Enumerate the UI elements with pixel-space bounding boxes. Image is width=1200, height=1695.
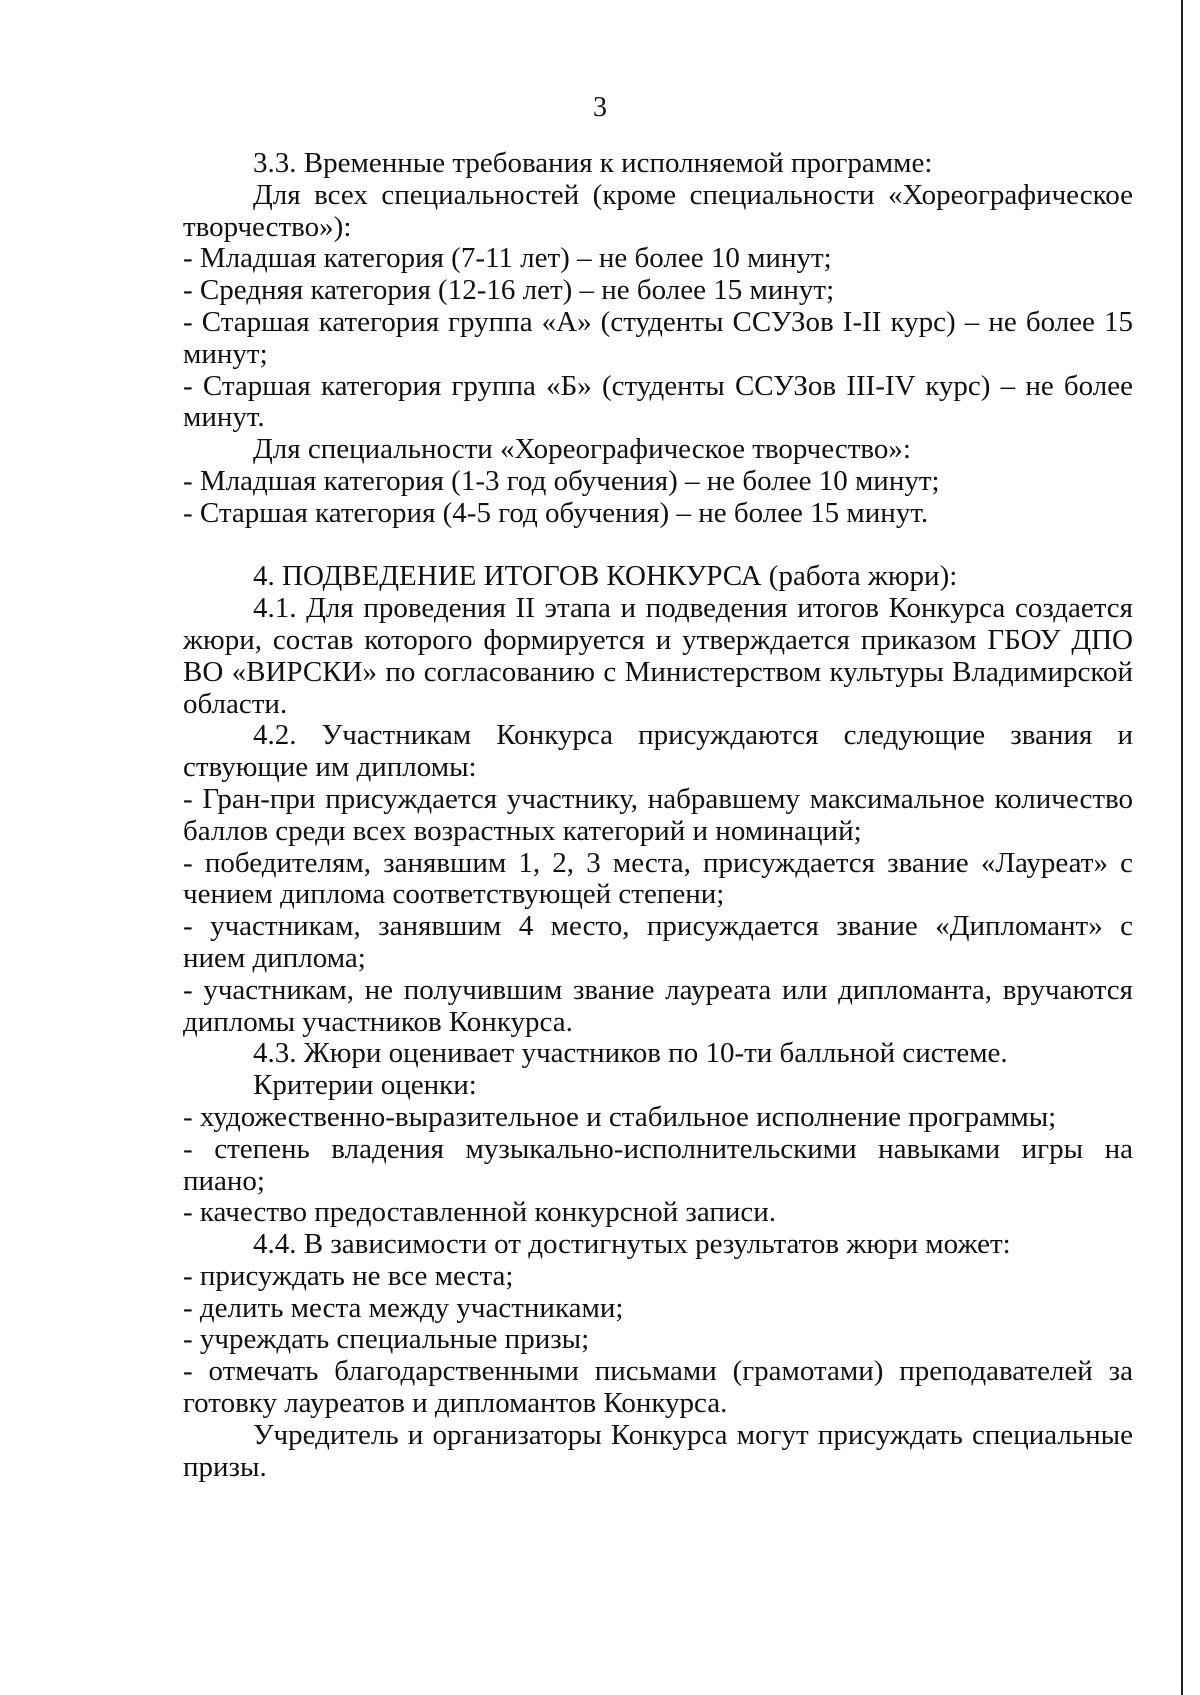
text-line: пиано; [183, 1164, 265, 1197]
text-line: - учреждать специальные призы; [183, 1323, 590, 1356]
text-line: 4.2. Участникам Конкурса присуждаются следующие звания и [253, 720, 1133, 752]
text-line: Критерии оценки: [253, 1069, 477, 1102]
text-line: Для специальности «Хореографическое творчество»: [253, 433, 911, 466]
text-line: - Гран-при присуждается участнику, набравшему максимальное количество [183, 783, 1133, 815]
page-edge-line [1181, 0, 1183, 1695]
page-number: 3 [593, 92, 607, 123]
text-line: Для всех специальностей (кроме специальности «Хореографическое [253, 179, 1133, 211]
text-line: 3.3. Временные требования к исполняемой программе: [253, 147, 933, 179]
text-line: минут; [183, 337, 268, 370]
document-body [183, 148, 1133, 1483]
text-line: - степень владения музыкально-исполнительскими навыками игры на [183, 1133, 1133, 1165]
text-line: - победителям, занявшим 1, 2, 3 места, присуждается звание «Лауреат» с [183, 847, 1133, 879]
text-line: - Средняя категория (12-16 лет) – не более 15 минут; [183, 274, 835, 307]
text-line: призы. [183, 1450, 267, 1483]
text-line: - Старшая категория (4-5 год обучения) – не более 15 минут. [183, 496, 929, 529]
text-line: минут. [183, 401, 265, 434]
text-line: жюри, состав которого формируется и утверждается приказом ГБОУ ДПО [183, 624, 1133, 656]
text-line: чением диплома соответствующей степени; [183, 878, 725, 911]
text-line: - Старшая категория группа «Б» (студенты ССУЗов III-IV курс) – не более [183, 370, 1133, 402]
text-line: - качество предоставленной конкурсной записи. [183, 1196, 777, 1229]
text-line: нием диплома; [183, 941, 366, 974]
text-line: - участникам, занявшим 4 место, присуждается звание «Дипломант» с [183, 911, 1133, 943]
text-line: баллов среди всех возрастных категорий и номинаций; [183, 814, 862, 847]
text-line: - Младшая категория (7-11 лет) – не более 10 минут; [183, 242, 832, 275]
text-line: 4. ПОДВЕДЕНИЕ ИТОГОВ КОНКУРСА (работа жюри): [253, 560, 958, 593]
text-line: - отмечать благодарственными письмами (грамотами) преподавателей за [183, 1356, 1133, 1388]
text-line: творчество»): [183, 210, 352, 243]
text-line: ствующие им дипломы: [183, 751, 477, 784]
text-line: - присуждать не все места; [183, 1259, 514, 1292]
text-line: 4.4. В зависимости от достигнутых результатов жюри может: [253, 1228, 1011, 1261]
text-line: - художественно-выразительное и стабильное исполнение программы; [183, 1100, 1057, 1133]
text-line: Учредитель и организаторы Конкурса могут присуждать специальные [253, 1419, 1133, 1451]
text-line: готовку лауреатов и дипломантов Конкурса. [183, 1387, 728, 1420]
text-line: области. [183, 687, 288, 720]
text-line: дипломы участников Конкурса. [183, 1005, 573, 1038]
text-line: - Старшая категория группа «А» (студенты ССУЗов I-II курс) – не более 15 [183, 306, 1133, 338]
text-line: - делить места между участниками; [183, 1291, 624, 1324]
text-line: - участникам, не получившим звание лауреата или дипломанта, вручаются [183, 974, 1133, 1006]
paragraph-gap [183, 530, 1133, 562]
text-line: - Младшая категория (1-3 год обучения) – не более 10 минут; [183, 464, 940, 497]
text-line: 4.3. Жюри оценивает участников по 10-ти балльной системе. [253, 1037, 1008, 1070]
text-line: 4.1. Для проведения II этапа и подведения итогов Конкурса создается [253, 593, 1133, 625]
text-line: ВО «ВИРСКИ» по согласованию с Министерством культуры Владимирской [183, 656, 1133, 688]
